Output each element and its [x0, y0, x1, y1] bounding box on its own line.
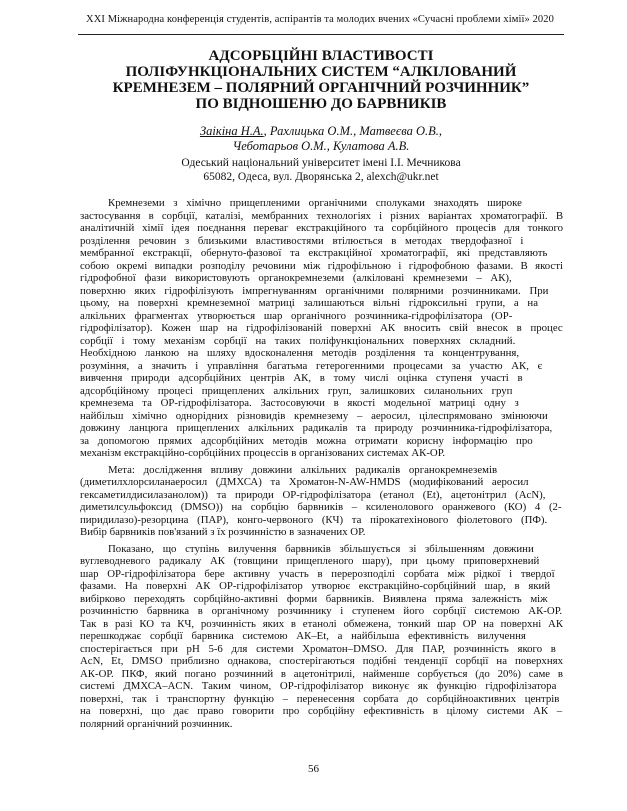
title-line: КРЕМНЕЗЕМ – ПОЛЯРНИЙ ОРГАНІЧНИЙ РОЗЧИННИК” — [112, 80, 530, 96]
abstract-body — [80, 197, 563, 730]
text-line: Показано, що ступінь вилучення барвників збільшується зі збільшенням довжини — [108, 542, 534, 555]
text-line: пиридилазо)-резорцина (ПАР), конго-червоного (КЧ) та пірокатехінового фіолетового (ПФ). — [80, 513, 548, 526]
author-line: Чеботарьов О.М., Кулатова А.В. — [232, 139, 410, 153]
body-paragraph — [80, 464, 563, 539]
text-line: поверхню яких гідрофілізують імпрегнуванням органічними полярними розчинниками. При — [80, 284, 549, 297]
text-line: мембранної екстракції, обернуто-фазової та екстракційної хроматографії, які представляють — [80, 247, 548, 259]
text-line: розуміння, а значить і управління багатьма гетерогенними процесами за участю АК, є — [80, 359, 543, 372]
text-line: (диметилхлорсиланаеросил (ДМХСА) та Хроматон-N-AW-HMDS (модифікований аеросил — [80, 476, 529, 488]
presenting-author: Заікіна Н.А. — [199, 124, 264, 138]
text-line: механізм екстракційно-сорбційних процессів в організованих системах АК-ОР. — [80, 447, 446, 459]
text-line: гідрофобної фази використовують органокремнеземи (алкіловані кремнеземи – АК), — [80, 272, 512, 284]
text-line: AcN, Et, DMSO приблизно однакова, спостерігаються подібні тенденції сорбції на поверхнях — [80, 655, 563, 667]
text-line: сорбції і тому механізм сорбції на таких поліфункціональних поверхнях складний. — [80, 334, 516, 347]
text-line: Мета: дослідження впливу довжини алкільних радикалів органокремнеземів — [108, 463, 498, 476]
page-number: 56 — [308, 763, 319, 775]
text-line: Так в разі КО та КЧ, розчинність яких в етанолі обмежена, тонкий шар ОР на поверхні АК — [80, 617, 563, 630]
text-line: на поверхні, що дає право говорити про сорбційну ефективність в цілому системи АК – — [80, 705, 563, 717]
title-line: АДСОРБЦІЙНІ ВЛАСТИВОСТІ — [208, 48, 434, 64]
text-line: диметилсульфоксид (DMSO)) на сорбцію барвників – ксиленолового оранжевого (КО) 4 (2- — [80, 501, 562, 513]
text-line: аналітичній хімії ідея поєднання переваг екстракційного та сорбційного процесів для тонкого — [80, 222, 563, 234]
text-line: полярний органічний розчинник. — [80, 717, 233, 730]
text-line: найбільш хімічно однорідних різновидів кремнезему – аеросил, цілеспрямовано змінюючи — [80, 409, 548, 422]
text-line: АК-ОР. ПКФ, який погано розчинний в ацетонітрилі, найменше сорбується (до 20%) саме в — [80, 667, 563, 680]
text-line: системі ДМХСА–ACN. Таким чином, ОР-гідрофілізатор виконує як функцію гідрофілізатора — [80, 680, 557, 692]
title-line: ПОЛІФУНКЦІОНАЛЬНИХ СИСТЕМ “АЛКІЛОВАНИЙ — [125, 64, 517, 80]
body-paragraph — [80, 543, 563, 731]
text-line: вивчення природи адсорбційних центрів АК, в тому числі оцінка ступеня участі в — [80, 372, 523, 384]
text-line: поверхні, так і транспортну функцію – перенесення сорбата до сорбційноактивних центрів — [80, 692, 560, 705]
header-divider — [78, 34, 564, 35]
running-header: XXI Міжнародна конференція студентів, аспірантів та молодих вчених «Сучасні проблеми хімії» 2020 — [86, 14, 554, 25]
university-name: Одеський національний університет імені І.І. Мечникова — [181, 157, 461, 169]
title-line: ПО ВІДНОШЕНЮ ДО БАРВНИКІВ — [195, 96, 447, 112]
text-line: алкільних фрагментах утворюється шар органічного розчинника-гідрофілізатора (ОР- — [80, 309, 513, 322]
text-line: гідрофілізатор). Кожен шар на гідрофілізованій поверхні АК вносить свій внесок в процес — [80, 322, 563, 334]
text-line: Вибір барвників пов'язаний з їх розчинністю в зазначених ОР. — [80, 526, 366, 538]
text-line: вибірково переходять сорбційно-активні форми барвників. Виявлена пряма залежність між — [80, 592, 548, 605]
text-line: адсорбційному процесі прищеплених алкільних груп, залишкових силанольних груп — [80, 384, 513, 397]
text-line: фазами. На поверхні АК ОР-гідрофілізатор утворює екстракційно-сорбційний шар, в який — [80, 580, 551, 592]
affiliation — [90, 156, 552, 184]
body-paragraph — [80, 197, 563, 460]
text-line: вуглеводневого радикалу АК (товщини прищепленого шару), при цьому приповерхневий — [80, 555, 540, 567]
address-email: 65082, Одеса, вул. Дворянська 2, alexch@ukr.net — [203, 171, 439, 183]
text-line: за допомогою прямих адсорбційних методів можна отримати корисну інформацію про — [80, 434, 533, 447]
co-authors: , Рахлицька О.М., Матвеєва О.В., — [263, 124, 443, 138]
text-line: гексаметилдисилазанолом)) та природи ОР-гідрофілізатора (етанол (Et), ацетонітрил (AcN), — [80, 488, 546, 501]
text-line: Необхідною ланкою на шляху вдосконалення методів розділення та концентрування, — [80, 347, 520, 359]
text-line: перешкоджає сорбції барвника системою АК–Et, а найбільша ефективність вилучення — [80, 630, 526, 642]
text-line: цьому, на поверхні кремнеземної матриці залишаються вільні гідроксильні групи, а на — [80, 297, 538, 309]
text-line: собою окремі випадки розподілу речовини між гідрофільною і гідрофобною фазами. В якості — [80, 259, 563, 272]
text-line: розчинністю барвника в органічному розчиннику і ступенем його сорбції системою АК-ОР. — [80, 605, 563, 617]
author-list — [90, 124, 552, 154]
paper-title — [90, 48, 552, 112]
text-line: Кремнеземи з хімічно прищепленими органічними сполуками знаходять широке — [108, 197, 522, 209]
text-line: довжину ланцюга прищеплених алкільних радикалів та природу розчинника-гідрофілізатора, — [80, 422, 553, 434]
text-line: кремнезема та ОР-гідрофілізатора. Застосовуючи в якості модельної матриці одну з — [80, 397, 519, 409]
text-line: шар ОР-гідрофілізатора бере активну участь в перерозподілі сорбата між рідкої і твердої — [80, 567, 555, 580]
text-line: розділення речовин з близькими властивостями втілюється в методах твердофазної і — [80, 234, 524, 247]
text-line: спостерігається при рН 5-6 для системи Хроматон–DMSO. Для ПАР, розчинність якого в — [80, 642, 556, 655]
text-line: застосування в сорбції, каталізі, мембранних технологіях і різних варіантах хроматографії. В — [80, 209, 563, 222]
author-line — [90, 124, 552, 139]
